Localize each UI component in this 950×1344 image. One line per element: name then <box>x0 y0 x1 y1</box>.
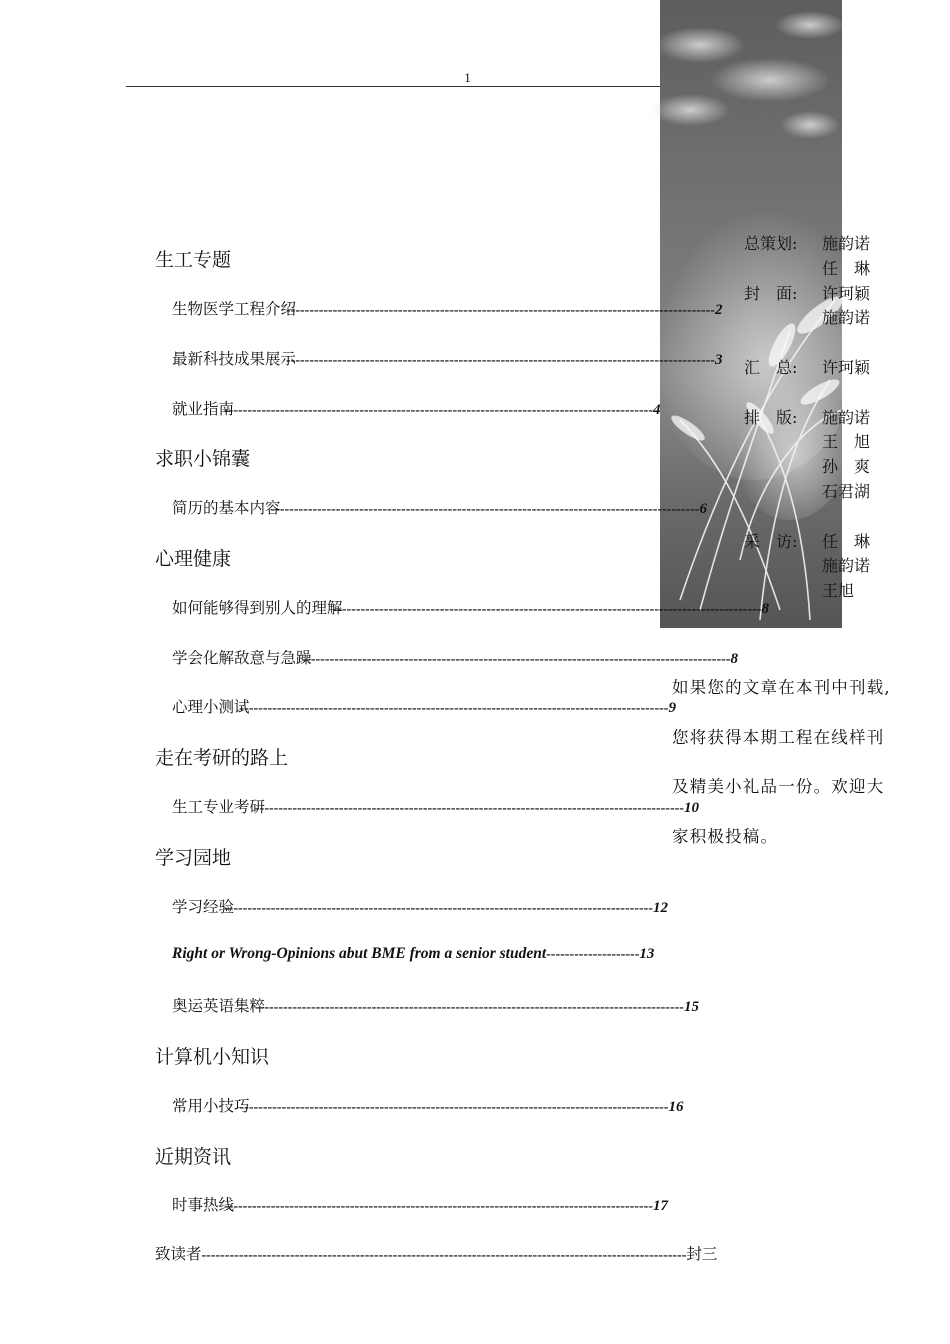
toc-entry[interactable] <box>172 297 723 319</box>
credits-block <box>744 232 884 604</box>
toc-leader: -------------------------------------------------------------------------------------------- <box>224 403 653 418</box>
credit-name: 许珂颖 <box>822 283 871 303</box>
toc-leader: -------------------------------------------------------------------------------------------- <box>224 901 653 916</box>
toc-leader: -------------------------------------------------------------------------------------------- <box>239 1100 669 1115</box>
toc-leader: -------------------------------------------------------------------------------------------- <box>239 701 669 716</box>
toc-entry-page: 8 <box>761 601 769 617</box>
credit-label: 汇 总: <box>744 357 798 377</box>
toc-entry[interactable] <box>172 646 738 668</box>
toc-entry-title: 生物医学工程介绍 <box>172 300 297 318</box>
toc-leader: -------------------- <box>546 947 640 962</box>
credit-name: 施韵诺 <box>822 556 871 576</box>
toc-entry[interactable] <box>172 496 707 518</box>
toc-entry-title: 最新科技成果展示 <box>172 350 297 368</box>
toc-entry-title: 学会化解敌意与急躁 <box>172 649 312 667</box>
credit-name: 孙 爽 <box>822 457 871 477</box>
toc-leader: -------------------------------------------------------------------------------------------------------- <box>201 1248 687 1263</box>
toc-section-title: 求职小锦囊 <box>155 448 251 470</box>
toc-entry-title: 时事热线 <box>172 1196 235 1214</box>
credit-label: 封 面: <box>744 283 798 303</box>
toc-section-title: 学习园地 <box>155 847 232 869</box>
toc-entry-title: 生工专业考研 <box>172 798 266 816</box>
credit-row <box>744 530 884 604</box>
toc-entry[interactable] <box>172 994 699 1016</box>
credit-name: 王 旭 <box>822 432 871 452</box>
credit-name: 石君湖 <box>822 481 871 501</box>
credit-row <box>744 282 884 332</box>
credit-name: 施韵诺 <box>822 308 871 328</box>
toc-entry-page: 10 <box>683 800 699 816</box>
toc-section-title: 计算机小知识 <box>155 1046 270 1068</box>
toc-entry-final[interactable] <box>155 1242 718 1264</box>
toc-entry[interactable] <box>172 397 661 419</box>
toc-entry[interactable] <box>172 945 655 963</box>
toc-leader: -------------------------------------------------------------------------------------------- <box>255 1000 684 1015</box>
toc-entry-title: 心理小测试 <box>172 698 250 716</box>
toc-leader: -------------------------------------------------------------------------------------------- <box>270 502 700 517</box>
toc-entry[interactable] <box>172 347 723 369</box>
toc-entry[interactable] <box>172 895 668 917</box>
credit-label: 总策划: <box>744 234 798 253</box>
toc-entry[interactable] <box>172 1193 668 1215</box>
toc-entry-page: 3 <box>714 352 723 368</box>
toc-entry[interactable] <box>172 795 699 817</box>
toc-leader: -------------------------------------------------------------------------------------------- <box>286 353 715 368</box>
toc-entry-title: 简历的基本内容 <box>172 499 281 517</box>
credit-row <box>744 356 884 381</box>
toc-entry-title: 奥运英语集粹 <box>172 997 266 1015</box>
credit-name: 施韵诺 <box>822 234 871 253</box>
toc-entry-page: 12 <box>652 900 668 916</box>
toc-section-title: 生工专题 <box>155 249 232 271</box>
toc-entry-page: 13 <box>639 946 655 962</box>
toc-entry-title: Right or Wrong-Opinions abut BME from a senior student <box>172 945 547 962</box>
toc-entry[interactable] <box>172 1094 684 1116</box>
toc-entry-page: 16 <box>668 1099 684 1115</box>
toc-entry-title: 就业指南 <box>172 400 235 418</box>
toc-section-title: 走在考研的路上 <box>155 747 289 769</box>
credit-name: 王旭 <box>822 581 855 601</box>
toc-entry-title: 致读者 <box>155 1245 202 1263</box>
credit-name: 任 琳 <box>822 531 871 551</box>
credit-label: 排 版: <box>744 407 798 427</box>
toc-entry-title: 常用小技巧 <box>172 1097 250 1115</box>
toc-entry-page: 4 <box>652 402 661 418</box>
toc-entry-page: 6 <box>699 501 707 517</box>
page-number: 1 <box>464 70 471 85</box>
toc-leader: -------------------------------------------------------------------------------------------- <box>224 1199 653 1214</box>
credit-name: 许珂颖 <box>822 357 871 377</box>
credit-row <box>744 406 884 505</box>
toc-leader: -------------------------------------------------------------------------------------------- <box>301 652 731 667</box>
toc-section-title: 心理健康 <box>155 548 232 570</box>
toc-entry-page: 15 <box>683 999 699 1015</box>
toc-entry[interactable] <box>172 596 769 618</box>
toc-section-title: 近期资讯 <box>155 1146 232 1168</box>
toc-leader: -------------------------------------------------------------------------------------------- <box>286 303 715 318</box>
toc-entry-page: 8 <box>730 651 738 667</box>
toc-entry-title: 如何能够得到别人的理解 <box>172 599 343 617</box>
submission-notice: 如果您的文章在本刊中刊载,您将获得本期工程在线样刊及精美小礼品一份。欢迎大家积极投稿。 <box>672 678 891 846</box>
toc-entry[interactable] <box>172 695 676 717</box>
toc-entry-title: 学习经验 <box>172 898 235 916</box>
toc-leader: -------------------------------------------------------------------------------------------- <box>255 801 684 816</box>
toc-leader: -------------------------------------------------------------------------------------------- <box>332 602 762 617</box>
toc-entry-page: 2 <box>714 302 723 318</box>
toc-entry-page: 17 <box>652 1198 668 1214</box>
credit-name: 施韵诺 <box>822 407 871 427</box>
credit-label: 采 访: <box>744 531 798 551</box>
credit-row <box>744 232 884 282</box>
toc-entry-page: 封三 <box>686 1245 718 1263</box>
credit-name: 任 琳 <box>822 258 871 278</box>
toc-entry-page: 9 <box>668 700 676 716</box>
